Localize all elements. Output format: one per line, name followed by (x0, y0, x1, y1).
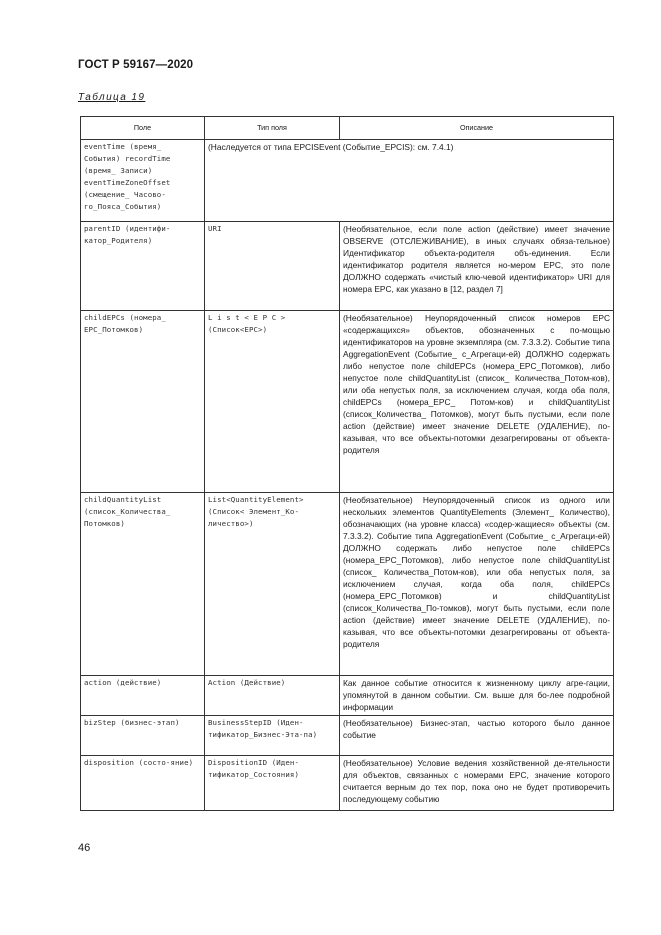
document-header: ГОСТ Р 59167—2020 (78, 59, 194, 71)
table-row (81, 756, 614, 811)
page-number: 46 (78, 842, 91, 854)
table-row (81, 222, 614, 311)
field-cell: childQuantityList (список_Количества_ Потомков) (81, 493, 205, 676)
description-cell: (Необязательное, если поле action (действие) имеет значение OBSERVE (ОТСЛЕЖИВАНИЕ), в иных случаях обяза-тельное) Идентификатор объекта-родителя объ-единения. Если идентификатор родителя является но-мером EPC, это поле ДОЛЖНО содержать «чистый клю-чевой идентификатор» URI для номера EPC, как указано в [12, раздел 7] (340, 222, 614, 311)
column-header-type: Тип поля (205, 117, 340, 140)
description-cell: (Необязательное) Бизнес-этап, частью которого было данное событие (340, 716, 614, 756)
table-row (81, 716, 614, 756)
type-cell: URI (205, 222, 340, 311)
table-row (81, 676, 614, 716)
type-cell: DispositionID (Иден-тификатор_Состояния) (205, 756, 340, 811)
type-cell: BusinessStepID (Иден-тификатор_Бизнес-Эта-па) (205, 716, 340, 756)
fields-table (80, 116, 614, 811)
type-cell: L i s t < E P C > (Список<EPC>) (205, 311, 340, 493)
field-cell: eventTime (время_ События) recordTime (время_ Записи) eventTimeZoneOffset (смещение_ Часово-го_Пояса_События) (81, 140, 205, 222)
table-row (81, 311, 614, 493)
description-cell: Как данное событие относится к жизненному циклу агре-гации, упомянутой в данном событии. См. выше для бо-лее подробной информации (340, 676, 614, 716)
type-cell: List<QuantityElement> (Список< Элемент_Ко-личество>) (205, 493, 340, 676)
field-cell: bizStep (бизнес-этап) (81, 716, 205, 756)
table-header-row (81, 117, 614, 140)
column-header-description: Описание (340, 117, 614, 140)
field-cell: childEPCs (номера_ EPC_Потомков) (81, 311, 205, 493)
field-cell: action (действие) (81, 676, 205, 716)
description-cell: (Необязательное) Условие ведения хозяйственной де-ятельности для объектов, связанных с номерами EPC, значение которого считается верным до тех пор, пока оно не будет противоречить последующему событию (340, 756, 614, 811)
table-row (81, 140, 614, 222)
column-header-field: Поле (81, 117, 205, 140)
description-cell: (Необязательное) Неупорядоченный список номеров EPC «содержащихся» объектов, обозначенных с по-мощью идентификаторов на уровне экземпляра (см. 7.3.3.2). Событие типа AggregationEvent (Событие_ с_Агрегаци-ей) ДОЛЖНО содержать либо непустое поле childEPCs (номера_EPC_Потомков), либо непустое поле childQuantityList (список_ Количества_Потом-ков), или оба непустых поля, за исключением случая, когда оба поля, childEPCs (номера_EPC_ Потом-ков) и childQuantityList (список_Количества_ Потомков), могут быть пустыми, если поле action (действие) имеет значение DELETE (УДАЛЕНИЕ), по-казывая, что все объекты-потомки дезагрегированы от объекта-родителя (340, 311, 614, 493)
table-caption: Таблица 19 (78, 92, 146, 103)
table-row (81, 493, 614, 676)
description-cell: (Необязательное) Неупорядоченный список из одного или нескольких элементов QuantityElements (Элемент_ Количество), обозначающих (на уровне класса) «содер-жащиеся» объекты (см. 7.3.3.2). Событие типа AggregationEvent (Событие_ с_Агрегаци-ей) ДОЛЖНО содержать либо непустое поле childEPCs (номера_EPC_Потомков), либо непустое поле childQuantityList (список_ Количества_Потом-ков), или оба непустых поля, за исключением случая, когда оба поля, childEPCs (номера_EPC_Потомков) и childQuantityList (список_Количества_По-томков), могут быть пустыми, если поле action (действие) имеет значение DELETE (УДАЛЕНИЕ), по-казывая, что все объекты-потомки дезагрегированы от объекта-родителя (340, 493, 614, 676)
type-cell: Action (Действие) (205, 676, 340, 716)
inherited-cell: (Наследуется от типа EPCISEvent (Событие_EPCIS): см. 7.4.1) (205, 140, 614, 222)
field-cell: parentID (идентифи-катор_Родителя) (81, 222, 205, 311)
field-cell: disposition (состо-яние) (81, 756, 205, 811)
